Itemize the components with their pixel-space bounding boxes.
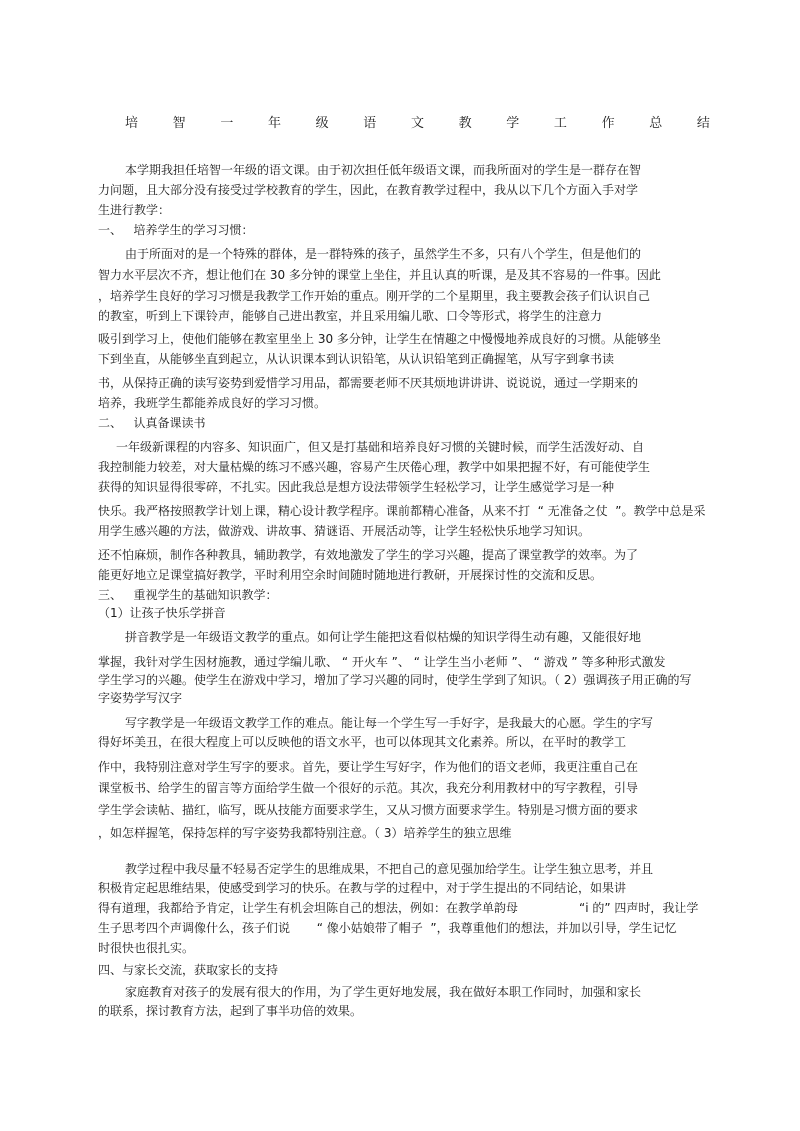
text-line: 智力水平层次不齐，想让他们在 30 多分钟的课堂上坐住，并且认真的听课，是及其不容易的一件事。因此: [98, 268, 661, 282]
text-line: 学生学会读帖、描红，临写，既从技能方面要求学生，又从习惯方面要求学生。特别是习惯方面的要求: [98, 803, 639, 817]
section-heading: 二、 认真备课读书: [98, 416, 206, 430]
section-heading: 四、与家长交流，获取家长的支持: [98, 963, 279, 977]
title-char: 年: [267, 116, 281, 131]
text-line: 由于所面对的是一个特殊的群体，是一群特殊的孩子，虽然学生不多，只有八个学生，但是他们的: [125, 247, 642, 261]
text-line: 力问题，且大部分没有接受过学校教育的学生，因此，在教育教学过程中，我从以下几个方面入手对学: [98, 183, 639, 197]
text-line: 课堂板书、给学生的留言等方面给学生做一个很好的示范。其次，我充分利用教材中的写字教程，引导: [98, 781, 639, 795]
text-line: 字姿势学写汉字: [98, 691, 183, 705]
text-line: 家庭教育对孩子的发展有很大的作用，为了学生更好地发展，我在做好本职工作同时，加强和家长: [125, 985, 642, 999]
text-line: 教学过程中我尽量不轻易否定学生的思维成果，不把自己的意见强加给学生。让学生独立思考，并且: [125, 862, 654, 876]
title-char: 学: [506, 116, 520, 131]
title-char: 结: [696, 116, 710, 131]
title-char: 工: [553, 116, 567, 131]
title-char: 作: [601, 116, 615, 131]
text-line: 的教室，听到上下课铃声，能够自己进出教室，并且采用编儿歌、口令等形式，将学生的注意力: [98, 309, 603, 323]
subsection-heading: （1）让孩子快乐学拼音: [98, 606, 226, 620]
text-line: 学生学习的兴趣。使学生在游戏中学习，增加了学习兴趣的同时，使学生学到了知识。（ 2）强调孩子用正确的写: [98, 673, 692, 687]
text-line: ，培养学生良好的学习习惯是我教学工作开始的重点。刚开学的二个星期里，我主要教会孩子们认识自己: [98, 289, 651, 303]
text-line: 的联系，探讨教育方法，起到了事半功倍的效果。: [98, 1004, 363, 1018]
text-line: 用学生感兴趣的方法，做游戏、讲故事、猜谜语、开展活动等，让学生轻松快乐地学习知识。: [98, 524, 591, 538]
title-char: 培: [125, 116, 139, 131]
text-line: 得好坏美丑，在很大程度上可以反映他的语文水平，也可以体现其文化素养。所以，在平时的教学工: [98, 735, 627, 749]
title-char: 智: [172, 116, 186, 131]
text-line: 下到坐直，从能够坐直到起立，从认识课本到认识铅笔，从认识铅笔到正确握笔，从写字到拿书读: [98, 352, 615, 366]
text-line: 得有道理，我都给予肯定，让学生有机会坦陈自己的想法，例如：在教学单韵母 “i 的” 四声时，我让学: [98, 901, 699, 915]
text-line: ，如怎样握笔，保持怎样的写字姿势我都特别注意。（ 3）培养学生的独立思维: [98, 826, 512, 840]
text-line: 能更好地立足课堂搞好教学，平时利用空余时间随时随地进行教研，开展探讨性的交流和反思。: [98, 568, 603, 582]
text-line: 生进行教学：: [98, 203, 171, 217]
title-char: 一: [220, 116, 234, 131]
title-char: 语: [363, 116, 377, 131]
text-line: 时很快也很扎实。: [98, 941, 195, 955]
text-line: 我控制能力较差，对大量枯燥的练习不感兴趣，容易产生厌倦心理，教学中如果把握不好，有可能使学生: [98, 460, 651, 474]
text-line: 积极肯定起思维结果，使感受到学习的快乐。在教与学的过程中，对于学生提出的不同结论，如果讲: [98, 881, 627, 895]
title-char: 教: [458, 116, 472, 131]
text-line: 一年级新课程的内容多、知识面广，但又是打基础和培养良好习惯的关键时候，而学生活泼好动、自: [116, 440, 645, 454]
text-line: 获得的知识显得很零碎，不扎实。因此我总是想方设法带领学生轻松学习，让学生感觉学习是一种: [98, 480, 615, 494]
text-line: 作中，我特别注意对学生写字的要求。首先，要让学生写好字，作为他们的语文老师，我更注重自己在: [98, 760, 639, 774]
text-line: 还不怕麻烦，制作各种教具，辅助教学，有效地激发了学生的学习兴趣，提高了课堂教学的效率。为了: [98, 548, 639, 562]
section-heading: 三、 重视学生的基础知识教学：: [98, 588, 278, 602]
title-char: 文: [410, 116, 424, 131]
text-line: 拼音教学是一年级语文教学的重点。如何让学生能把这看似枯燥的知识学得生动有趣，又能很好地: [125, 630, 642, 644]
page-title: [125, 112, 710, 131]
section-heading: 一、 培养学生的学习习惯：: [98, 223, 254, 237]
text-line: 吸引到学习上，使他们能够在教室里坐上 30 多分钟，让学生在情趣之中慢慢地养成良好的习惯。从能够坐: [98, 332, 661, 346]
text-line: 培养，我班学生都能养成良好的学习习惯。: [98, 396, 327, 410]
text-line: 写字教学是一年级语文教学工作的难点。能让每一个学生写一手好字，是我最大的心愿。学生的字写: [125, 716, 654, 730]
text-line: 生子思考四个声调像什么，孩子们说 “ 像小姑娘带了帽子 ”，我尊重他们的想法，并加以引导，学生记忆: [98, 921, 677, 935]
text-line: 快乐。我严格按照教学计划上课，精心设计教学程序。课前都精心准备，从来不打 “ 无准备之仗 ”。教学中总是采: [98, 504, 706, 518]
title-char: 级: [315, 116, 329, 131]
title-char: 总: [649, 116, 663, 131]
text-line: 书，从保持正确的读写姿势到爱惜学习用品，都需要老师不厌其烦地讲讲讲、说说说，通过一学期来的: [98, 376, 639, 390]
text-line: 本学期我担任培智一年级的语文课。由于初次担任低年级语文课，而我所面对的学生是一群存在智: [125, 163, 642, 177]
text-line: 掌握，我针对学生因材施教，通过学编儿歌、 “ 开火车 ”、 “ 让学生当小老师 ”、 “ 游戏 ” 等多种形式激发: [98, 655, 666, 669]
